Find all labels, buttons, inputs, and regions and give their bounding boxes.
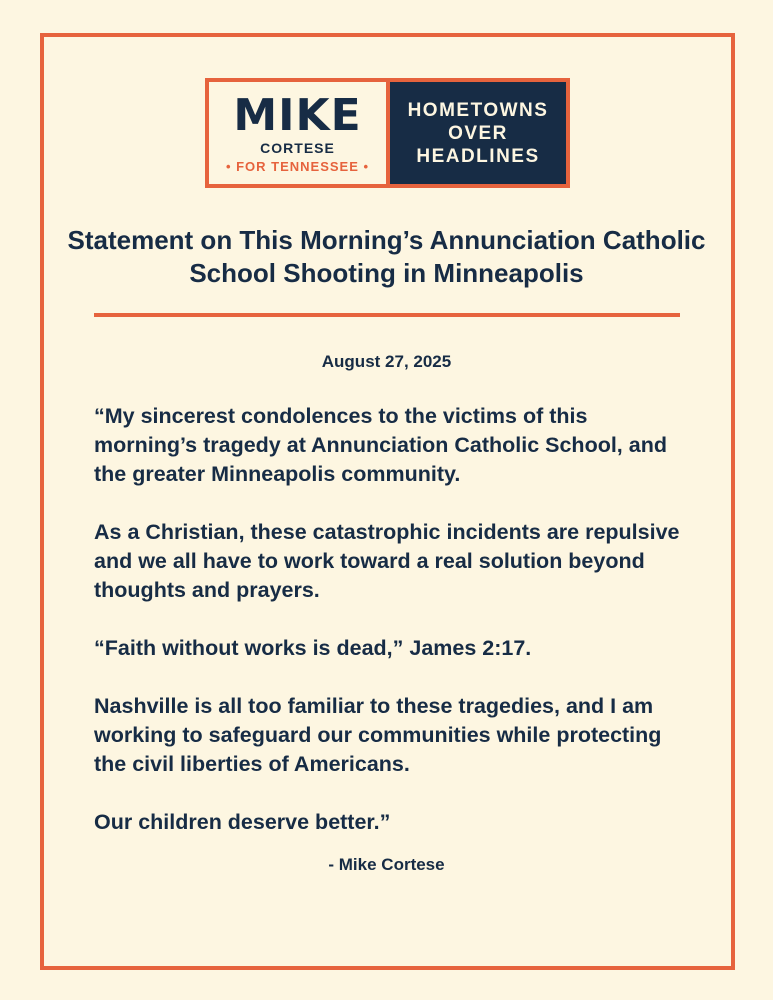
slogan-line: HEADLINES (416, 145, 540, 167)
paragraph: Our children deserve better.” (94, 810, 391, 834)
campaign-logo (205, 78, 570, 188)
paragraph: Nashville is all too familiar to these tragedies, and I am working to safeguard our communities while protecting the civil liberties of Americans. (94, 694, 662, 776)
title-divider (94, 313, 680, 317)
statement-body (94, 402, 694, 866)
slogan-line: OVER (448, 122, 508, 144)
logo-slogan-panel (390, 82, 566, 184)
paragraph: “Faith without works is dead,” James 2:17. (94, 636, 532, 660)
paragraph: “My sincerest condolences to the victims of this morning’s tragedy at Annunciation Catholic School, and the greater Minneapolis community. (94, 404, 667, 486)
logo-tagline: • FOR TENNESSEE • (225, 159, 370, 174)
statement-date: August 27, 2025 (321, 352, 452, 371)
logo-name-panel (209, 82, 386, 184)
statement-title: Statement on This Morning’s Annunciation Catholic School Shooting in Minneapolis (67, 225, 706, 288)
signature: - Mike Cortese (328, 855, 445, 874)
paragraph: As a Christian, these catastrophic incidents are repulsive and we all have to work toward a real solution beyond thoughts and prayers. (94, 520, 680, 602)
logo-last-name: CORTESE (260, 140, 335, 156)
slogan-line: HOMETOWNS (407, 99, 549, 121)
logo-first-name: MIKE (233, 90, 362, 141)
